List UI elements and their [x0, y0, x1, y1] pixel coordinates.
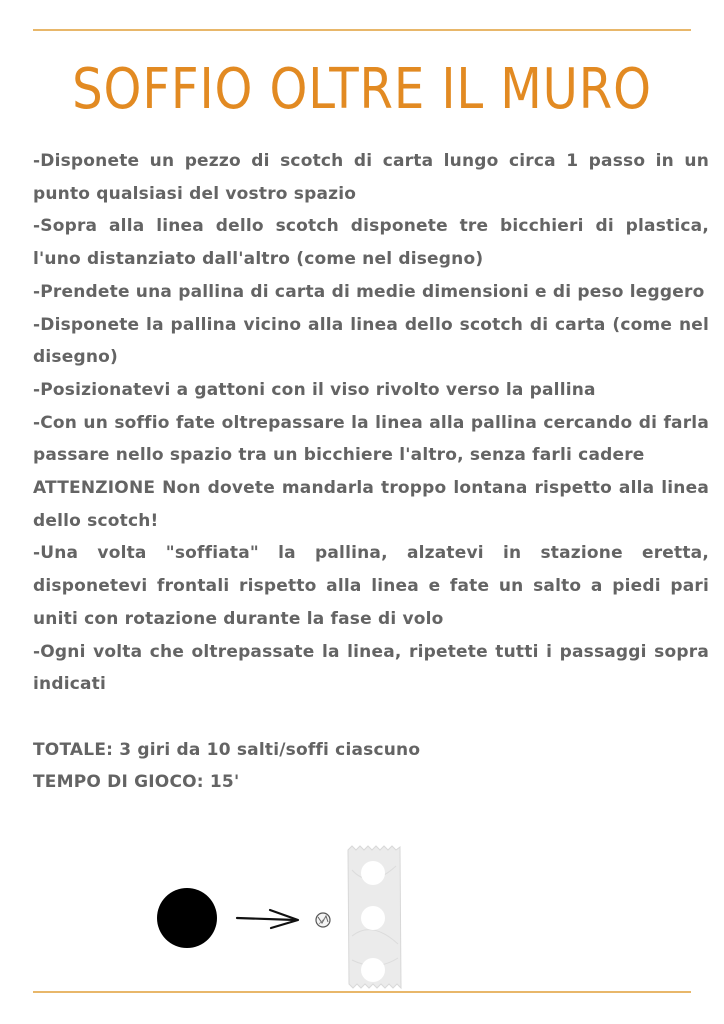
instruction-5: -Posizionatevi a gattoni con il viso rivolto verso la pallina: [33, 379, 596, 400]
instruction-1: -Disponete un pezzo di scotch di carta lungo circa 1 passo in un punto qualsiasi del vostro spazio: [33, 151, 709, 204]
tempo-line: TEMPO DI GIOCO: 15': [33, 772, 240, 793]
totale-line: TOTALE: 3 giri da 10 salti/soffi ciascuno: [33, 739, 421, 760]
instruction-3: -Prendete una pallina di carta di medie dimensioni e di peso leggero: [33, 281, 705, 302]
arrow-icon: [237, 910, 298, 928]
game-illustration: [0, 840, 724, 990]
bottom-divider: [33, 991, 691, 993]
paper-ball-icon: [316, 913, 330, 927]
instruction-2: -Sopra alla linea dello scotch disponete tre bicchieri di plastica, l'uno distanziato dall'altro (come nel disegno): [33, 216, 709, 270]
instruction-4: -Disponete la pallina vicino alla linea dello scotch di carta (come nel disegno): [33, 314, 709, 368]
top-divider: [33, 29, 691, 31]
instruction-6: -Con un soffio fate oltrepassare la linea alla pallina cercando di farla passare nello spazio tra un bicchiere l'altro, senza farli cadere: [33, 412, 709, 466]
instruction-8: -Ogni volta che oltrepassate la linea, ripetete tutti i passaggi sopra indicati: [33, 641, 709, 695]
page-title: SOFFIO OLTRE IL MURO: [72, 57, 652, 122]
instructions-block: [33, 145, 709, 799]
attention-note: ATTENZIONE Non dovete mandarla troppo lontana rispetto alla linea dello scotch!: [33, 478, 709, 531]
player-head-icon: [157, 888, 217, 948]
instruction-7: -Una volta "soffiata" la pallina, alzatevi in stazione eretta, disponetevi frontali rispetto alla linea e fate un salto a piedi pari uniti con rotazione durante la fase di volo: [33, 543, 709, 629]
paragraph-spacer: [33, 701, 709, 734]
tape-with-cups-icon: [348, 846, 401, 988]
